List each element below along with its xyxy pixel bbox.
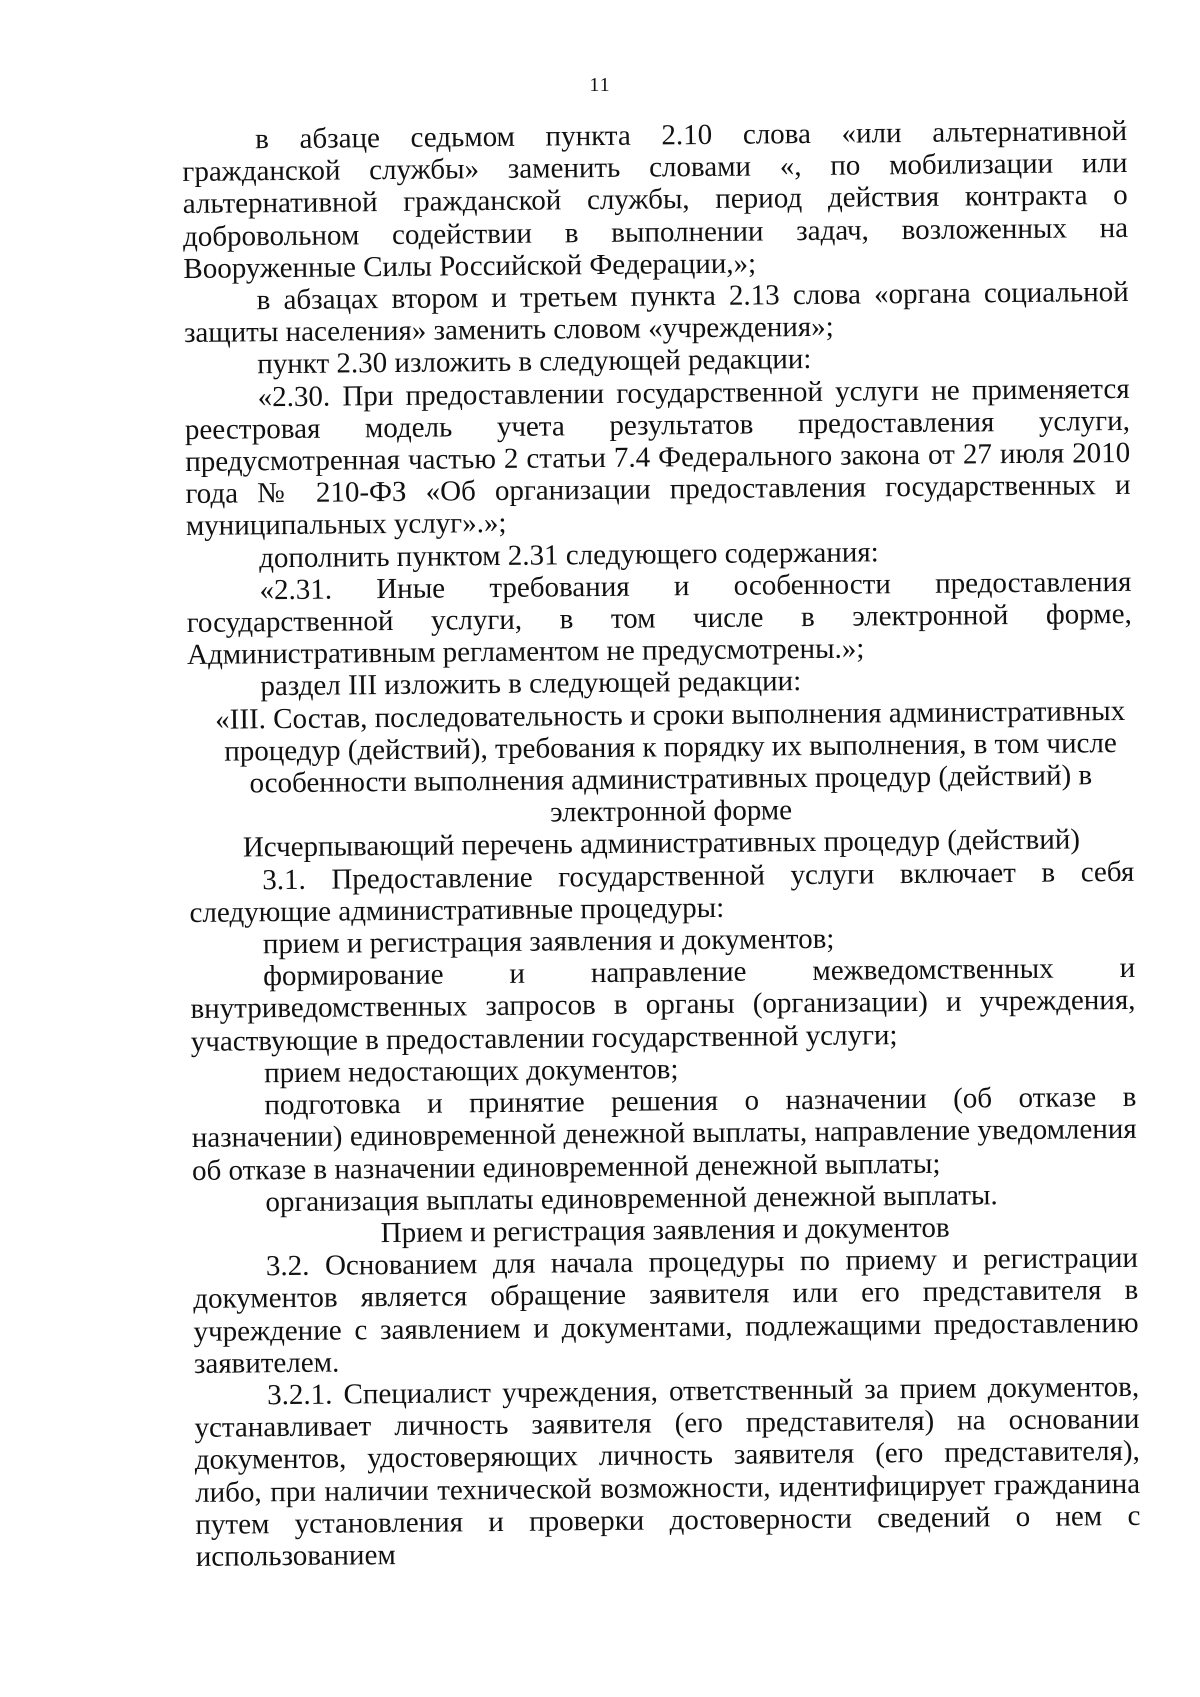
paragraph-3-1: 3.1. Предоставление государственной услуги включает в себя следующие административные процедуры: <box>189 855 1135 929</box>
subheading-reception: Прием и регистрация заявления и документов <box>380 1211 950 1250</box>
procedure-item-payment: организация выплаты единовременной денежной выплаты. <box>265 1178 998 1218</box>
paragraph-add-2-31-intro: дополнить пунктом 2.31 следующего содержания: <box>259 535 879 574</box>
paragraph-2-31-text: «2.31. Иные требования и особенности предоставления государственной услуги, в том числе в электронной форме, Административным регламентом не предусмотрены.»; <box>186 565 1132 672</box>
page-number: 11 <box>589 74 611 96</box>
procedure-item-requests: формирование и направление межведомственных и внутриведомственных запросов в органы (организации) и учреждения, участвующие в предоставлении государственной услуги; <box>190 952 1136 1058</box>
paragraph-amend-2-10: в абзаце седьмом пункта 2.10 слова «или альтернативной гражданской службы» заменить словами «, по мобилизации или альтернативной гражданской службы, период действия контракта о добровольном содействии в выполнении задач, возложенных на Вооруженные Силы Российской Федерации,»; <box>182 114 1129 285</box>
paragraph-2-30-text: «2.30. При предоставлении государственной услуги не применяется реестровая модель учета результатов предоставления услуги, предусмотренная частью 2 статьи 7.4 Федерального закона от 27 июля 2010 года № 210-ФЗ «Об организации предоставления государственных и муниципальных услуг».»; <box>184 372 1131 543</box>
document-body <box>182 115 1141 1573</box>
procedure-item-missing-docs: прием недостающих документов; <box>263 1053 679 1090</box>
paragraph-amend-2-13: в абзацах втором и третьем пункта 2.13 слова «органа социальной защиты населения» заменить словом «учреждения»; <box>183 275 1129 350</box>
procedure-item-reception: прием и регистрация заявления и документов; <box>262 922 835 961</box>
procedure-item-decision: подготовка и принятие решения о назначении (об отказе в назначении) единовременной денежной выплаты, направление уведомления об отказе в назначении единовременной денежной выплаты; <box>191 1080 1137 1187</box>
section-3-heading: «III. Состав, последовательность и сроки выполнения административных процедур (действий), требования к порядку их выполнения, в том числе особенности выполнения административных процедур (действий) в электронной форме <box>215 694 1126 829</box>
paragraph-3-2: 3.2. Основанием для начала процедуры по приему и регистрации документов является обращение заявителя или его представителя в учреждение с заявлением и документами, подлежащими предоставлению заявителем. <box>193 1241 1139 1380</box>
paragraph-amend-2-30-intro: пункт 2.30 изложить в следующей редакции: <box>257 343 812 381</box>
subheading-procedures-list: Исчерпывающий перечень административных процедур (действий) <box>242 823 1081 864</box>
paragraph-3-2-1: 3.2.1. Специалист учреждения, ответственный за прием документов, устанавливает личность заявителя (его представителя) на основании документов, удостоверяющих личность заявителя (его представителя), либо, при наличии технической возможности, идентифицирует гражданина путем установления и проверки достоверности сведений о нем с использованием <box>194 1370 1141 1573</box>
paragraph-section-3-intro: раздел III изложить в следующей редакции: <box>260 665 802 703</box>
